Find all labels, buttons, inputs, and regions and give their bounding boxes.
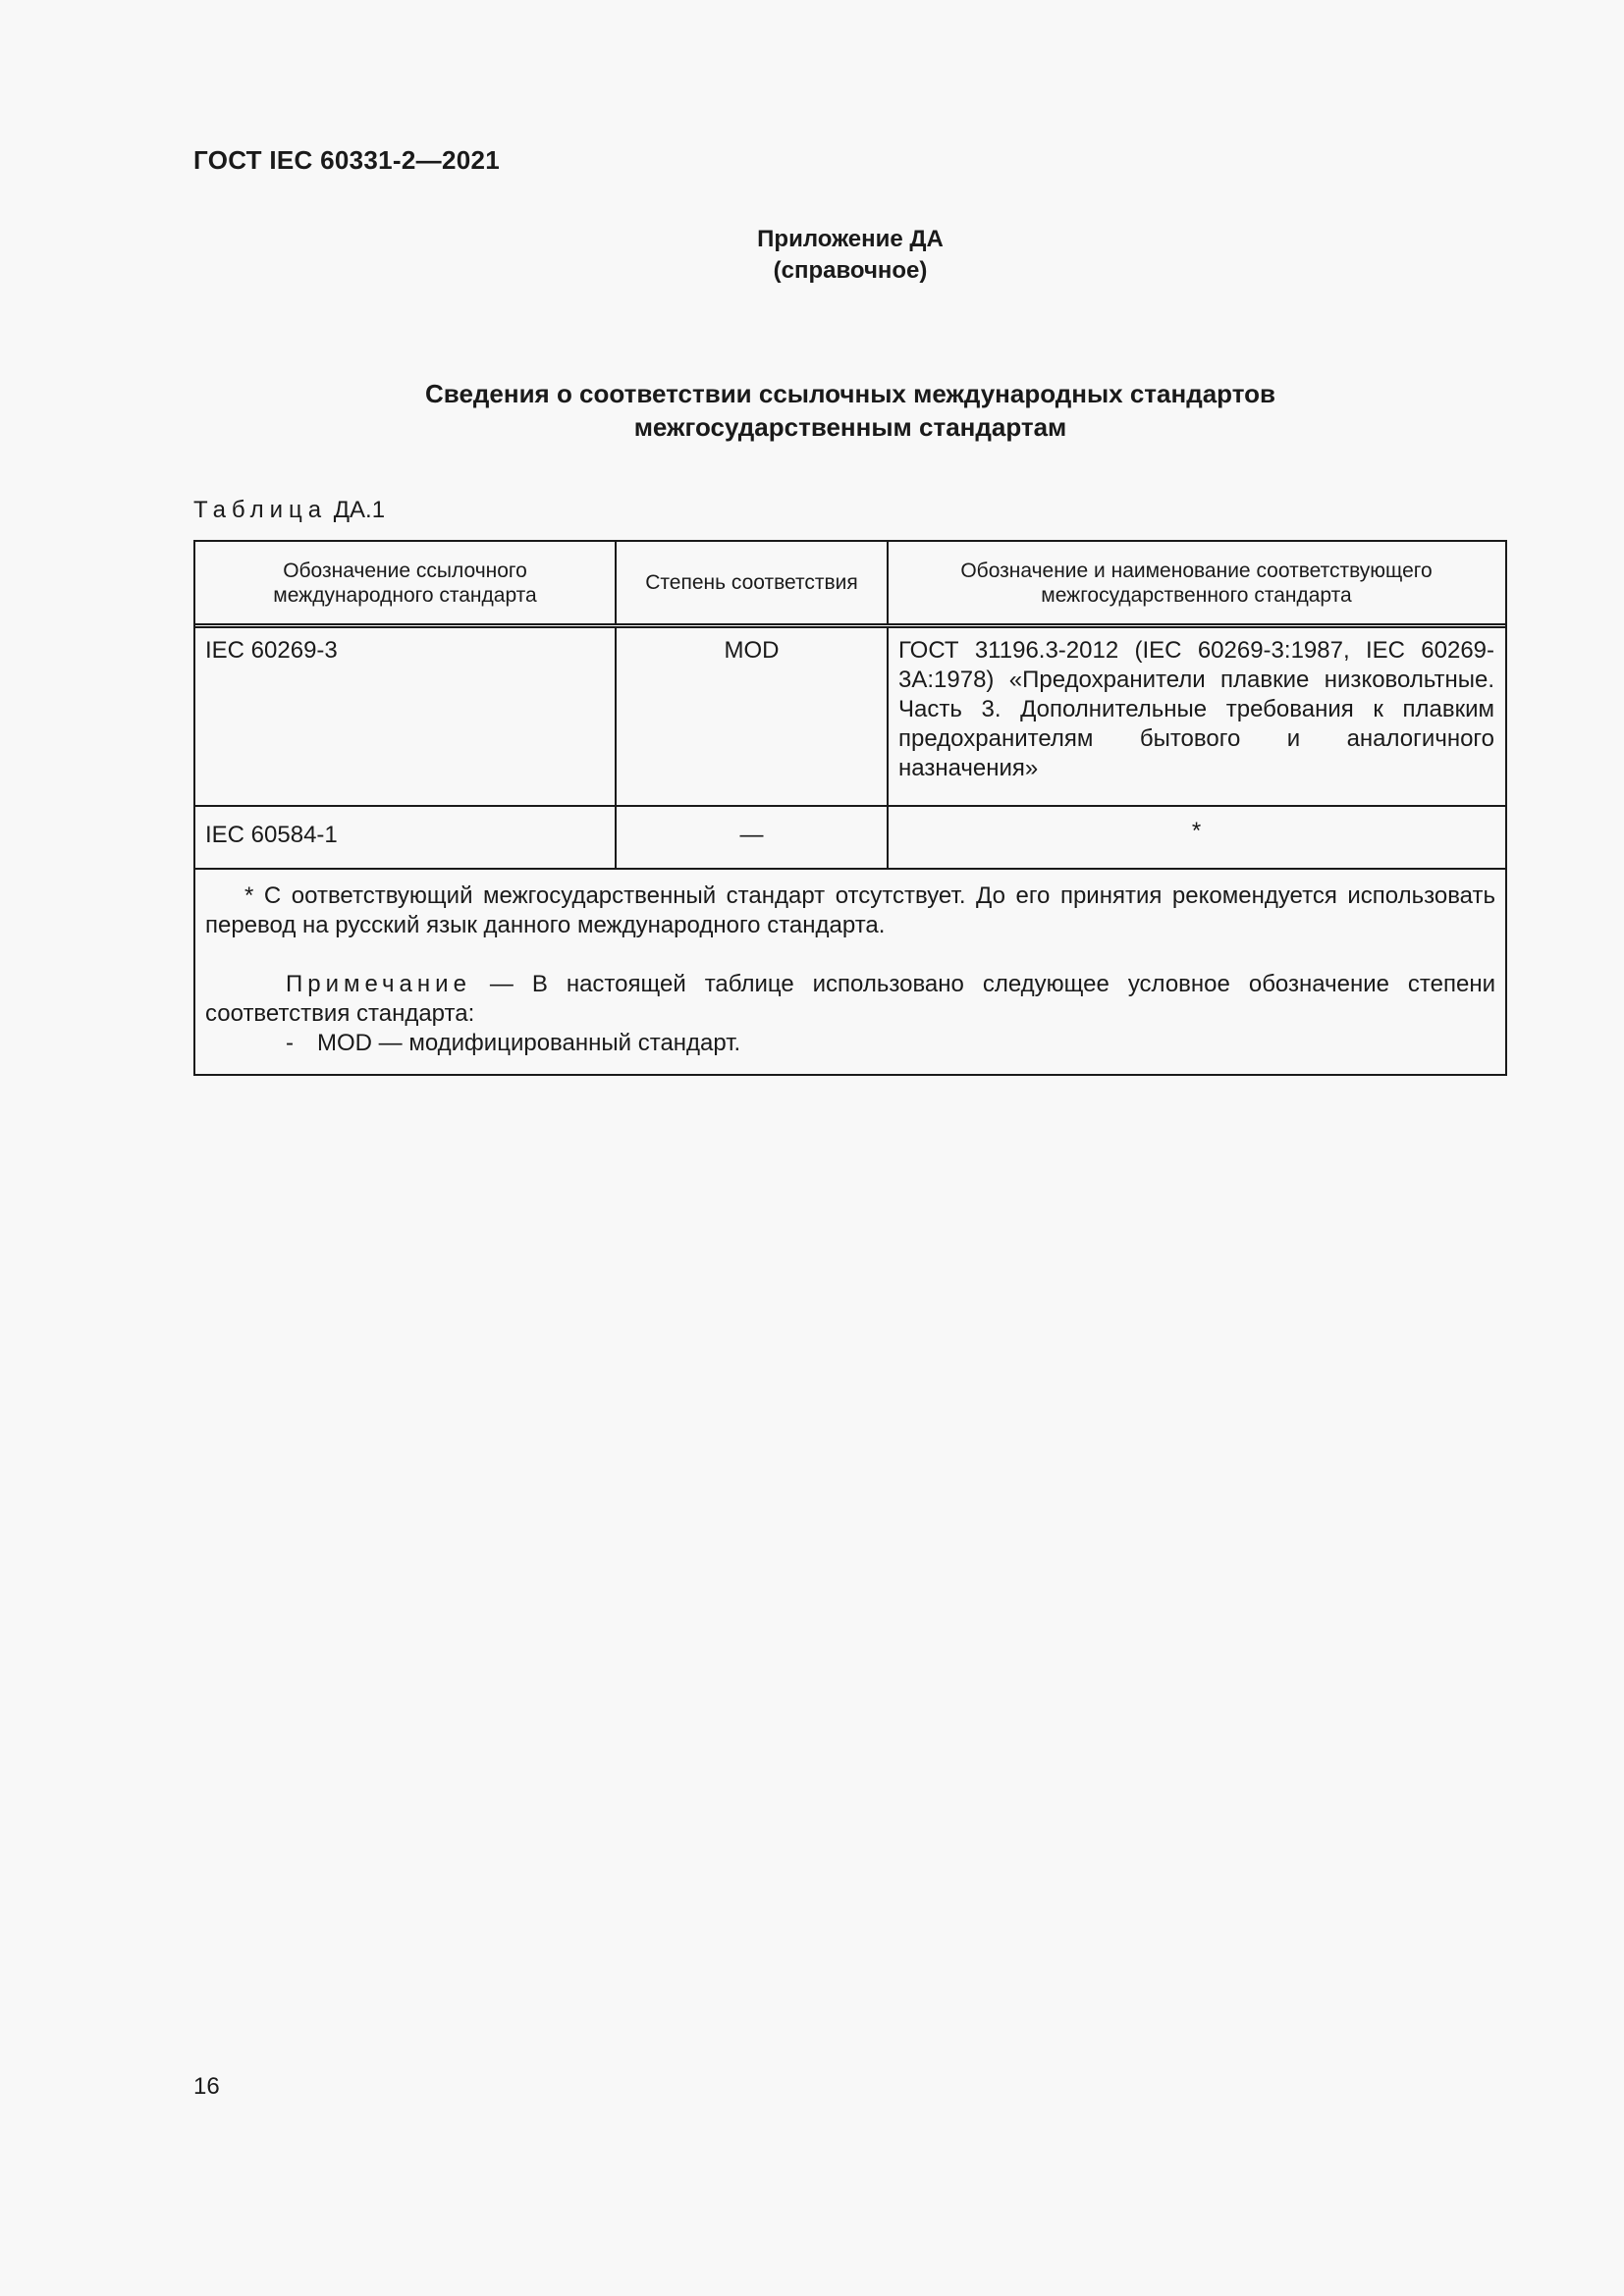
- note-text: — В настоящей таблице использовано следующее условное обозначение степени соответствия стандарта:: [205, 971, 1495, 1027]
- column-header-national: Обозначение и наименование соответствующего межгосударственного стандарта: [960, 559, 1433, 607]
- cell-national: *: [1191, 818, 1202, 844]
- table-note: [205, 970, 1495, 1029]
- table-footnote: * С оответствующий межгосударственный стандарт отсутствует. До его принятия рекомендуется использовать перевод на русский язык данного международного стандарта.: [205, 882, 1495, 938]
- bullet-text: MOD — модифицированный стандарт.: [317, 1030, 741, 1056]
- appendix-subtitle: (справочное): [773, 257, 928, 284]
- cell-degree: —: [617, 807, 889, 868]
- note-bullet: [205, 1029, 1495, 1058]
- table-row: [195, 807, 1505, 870]
- document-title-line-1: Сведения о соответствии ссылочных международных стандартов: [425, 379, 1275, 408]
- cell-reference: IEC 60269-3: [195, 628, 617, 805]
- table-caption-word: Таблица: [193, 497, 328, 523]
- note-label: Примечание: [286, 971, 471, 997]
- document-code: ГОСТ IEC 60331-2—2021: [193, 145, 500, 175]
- bullet-dash: -: [286, 1030, 294, 1056]
- table-caption: [193, 497, 385, 524]
- table-notes: [195, 870, 1505, 1074]
- cell-national: ГОСТ 31196.3-2012 (IEC 60269-3:1987, IEC 60269-3A:1978) «Предохранители плавкие низковольтные. Часть 3. Дополнительные требования к плавким предохранителям бытового и аналогичного назначения»: [898, 637, 1494, 781]
- page-number: 16: [193, 2073, 220, 2100]
- cell-degree: MOD: [617, 628, 889, 805]
- appendix-heading: [0, 224, 1624, 287]
- cell-reference: IEC 60584-1: [195, 807, 617, 868]
- column-header-reference: Обозначение ссылочного международного стандарта: [195, 542, 617, 623]
- document-title: [193, 377, 1507, 444]
- correspondence-table: [193, 540, 1507, 1076]
- document-title-line-2: межгосударственным стандартам: [633, 412, 1067, 442]
- column-header-degree: Степень соответствия: [617, 542, 889, 623]
- appendix-title: Приложение ДА: [757, 226, 944, 252]
- table-row: [195, 628, 1505, 807]
- table-header-row: [195, 542, 1505, 628]
- table-caption-number: ДА.1: [333, 497, 386, 523]
